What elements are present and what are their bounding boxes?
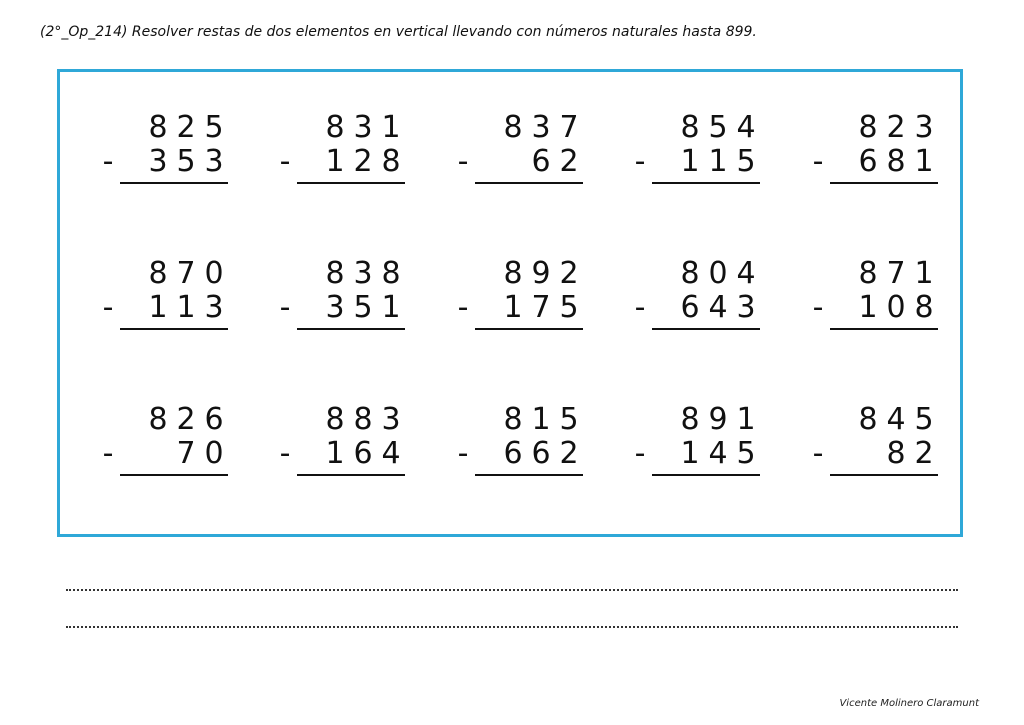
minuend-digit: 8 (680, 402, 700, 437)
subtrahend-digit: 5 (736, 436, 756, 471)
answer-rule (297, 474, 405, 476)
minuend-digit: 6 (204, 402, 224, 437)
subtrahend-digit: 2 (559, 436, 579, 471)
subtrahend-digit: 6 (858, 144, 878, 179)
subtrahend-digit: 3 (148, 144, 168, 179)
subtrahend (277, 435, 407, 473)
minuend-digit: 8 (503, 256, 523, 291)
subtrahend-digit: 8 (914, 290, 934, 325)
subtrahend-digit: 8 (886, 436, 906, 471)
answer-rule (120, 182, 228, 184)
answer-rule (652, 474, 760, 476)
subtrahend-digit: 1 (680, 436, 700, 471)
minuend-digit: 3 (353, 256, 373, 291)
subtraction-problem (810, 255, 940, 335)
answer-rule (120, 328, 228, 330)
minuend-digit: 7 (559, 110, 579, 145)
subtrahend-digit: 0 (204, 436, 224, 471)
subtrahend (632, 289, 762, 327)
minuend-digit: 8 (353, 402, 373, 437)
minuend-digit: 4 (886, 402, 906, 437)
minus-sign: - (457, 436, 469, 471)
minus-sign: - (812, 436, 824, 471)
minuend-digit: 8 (858, 402, 878, 437)
subtraction-problem (810, 109, 940, 189)
minuend-digit: 0 (204, 256, 224, 291)
answer-rule (830, 328, 938, 330)
minuend-digit: 8 (503, 402, 523, 437)
subtrahend-digit: 0 (886, 290, 906, 325)
minuend (100, 255, 230, 293)
subtrahend-digit: 5 (559, 290, 579, 325)
minuend (810, 255, 940, 293)
minuend (455, 255, 585, 293)
minuend-digit: 1 (381, 110, 401, 145)
subtrahend (632, 435, 762, 473)
subtraction-problem (455, 109, 585, 189)
subtrahend (810, 289, 940, 327)
minuend-digit: 7 (886, 256, 906, 291)
minuend (455, 401, 585, 439)
minuend (632, 109, 762, 147)
subtrahend (632, 143, 762, 181)
minuend-digit: 9 (531, 256, 551, 291)
subtrahend-digit: 6 (531, 436, 551, 471)
answer-rule (830, 474, 938, 476)
subtrahend-digit: 1 (381, 290, 401, 325)
subtrahend-digit: 3 (736, 290, 756, 325)
worksheet-title: (2°_Op_214) Resolver restas de dos elementos en vertical llevando con números naturales hasta 899. (40, 24, 757, 40)
minuend-digit: 3 (353, 110, 373, 145)
minuend-digit: 7 (176, 256, 196, 291)
minuend-digit: 3 (381, 402, 401, 437)
subtraction-problem (277, 255, 407, 335)
minuend (632, 401, 762, 439)
minuend-digit: 8 (858, 256, 878, 291)
subtrahend-digit: 2 (353, 144, 373, 179)
minuend-digit: 8 (680, 256, 700, 291)
minuend-digit: 2 (176, 402, 196, 437)
minuend-digit: 0 (708, 256, 728, 291)
minuend-digit: 3 (914, 110, 934, 145)
minuend-digit: 2 (176, 110, 196, 145)
answer-rule (297, 328, 405, 330)
minus-sign: - (279, 290, 291, 325)
subtrahend-digit: 4 (381, 436, 401, 471)
subtrahend-digit: 1 (680, 144, 700, 179)
subtrahend-digit: 3 (204, 290, 224, 325)
subtrahend-digit: 3 (204, 144, 224, 179)
subtrahend (100, 435, 230, 473)
minus-sign: - (812, 144, 824, 179)
subtrahend-digit: 4 (708, 290, 728, 325)
minus-sign: - (102, 144, 114, 179)
minus-sign: - (279, 144, 291, 179)
minus-sign: - (457, 290, 469, 325)
minuend-digit: 1 (531, 402, 551, 437)
subtrahend (455, 289, 585, 327)
subtrahend-digit: 1 (325, 436, 345, 471)
minus-sign: - (634, 290, 646, 325)
subtraction-problem (277, 109, 407, 189)
subtrahend-digit: 3 (325, 290, 345, 325)
minuend-digit: 8 (148, 402, 168, 437)
subtrahend-digit: 4 (708, 436, 728, 471)
subtrahend-digit: 6 (353, 436, 373, 471)
subtrahend (277, 143, 407, 181)
minuend (810, 109, 940, 147)
minus-sign: - (457, 144, 469, 179)
subtrahend (810, 435, 940, 473)
answer-rule (475, 474, 583, 476)
answer-line-1 (66, 589, 958, 591)
subtraction-problem (632, 109, 762, 189)
subtrahend (455, 143, 585, 181)
minuend (632, 255, 762, 293)
subtrahend-digit: 2 (559, 144, 579, 179)
minuend-digit: 4 (736, 256, 756, 291)
minus-sign: - (634, 436, 646, 471)
subtrahend (100, 143, 230, 181)
subtrahend-digit: 1 (503, 290, 523, 325)
minuend-digit: 8 (381, 256, 401, 291)
subtrahend-digit: 1 (325, 144, 345, 179)
subtrahend-digit: 1 (914, 144, 934, 179)
minuend-digit: 3 (531, 110, 551, 145)
minus-sign: - (634, 144, 646, 179)
minuend (455, 109, 585, 147)
subtrahend (810, 143, 940, 181)
subtrahend-digit: 6 (531, 144, 551, 179)
minus-sign: - (102, 436, 114, 471)
minuend-digit: 2 (886, 110, 906, 145)
subtraction-problem (632, 401, 762, 481)
minuend-digit: 1 (914, 256, 934, 291)
minuend-digit: 8 (680, 110, 700, 145)
subtrahend-digit: 2 (914, 436, 934, 471)
answer-rule (652, 328, 760, 330)
minuend (100, 109, 230, 147)
subtrahend-digit: 5 (353, 290, 373, 325)
answer-rule (120, 474, 228, 476)
minuend-digit: 8 (325, 110, 345, 145)
minuend-digit: 8 (858, 110, 878, 145)
subtraction-problem (277, 401, 407, 481)
minuend-digit: 8 (325, 256, 345, 291)
minuend-digit: 5 (914, 402, 934, 437)
answer-rule (297, 182, 405, 184)
minus-sign: - (279, 436, 291, 471)
subtrahend-digit: 7 (531, 290, 551, 325)
subtraction-problem (455, 401, 585, 481)
subtrahend (277, 289, 407, 327)
minuend-digit: 5 (708, 110, 728, 145)
minuend (100, 401, 230, 439)
subtraction-problem (100, 109, 230, 189)
minus-sign: - (812, 290, 824, 325)
subtrahend-digit: 8 (381, 144, 401, 179)
subtraction-problem (632, 255, 762, 335)
answer-rule (652, 182, 760, 184)
subtraction-problem (810, 401, 940, 481)
subtrahend-digit: 5 (736, 144, 756, 179)
minuend-digit: 9 (708, 402, 728, 437)
subtrahend-digit: 1 (148, 290, 168, 325)
minuend-digit: 5 (559, 402, 579, 437)
minuend-digit: 5 (204, 110, 224, 145)
minuend (810, 401, 940, 439)
minuend (277, 255, 407, 293)
subtrahend-digit: 6 (503, 436, 523, 471)
subtraction-problem (100, 401, 230, 481)
subtrahend (100, 289, 230, 327)
subtrahend-digit: 1 (858, 290, 878, 325)
answer-rule (830, 182, 938, 184)
subtraction-problem (100, 255, 230, 335)
subtrahend-digit: 8 (886, 144, 906, 179)
minuend-digit: 8 (148, 256, 168, 291)
subtrahend-digit: 5 (176, 144, 196, 179)
answer-rule (475, 182, 583, 184)
subtrahend-digit: 1 (708, 144, 728, 179)
minuend-digit: 1 (736, 402, 756, 437)
answer-rule (475, 328, 583, 330)
subtrahend-digit: 7 (176, 436, 196, 471)
minuend-digit: 8 (148, 110, 168, 145)
minus-sign: - (102, 290, 114, 325)
author-signature: Vicente Molinero Claramunt (839, 698, 979, 709)
minuend-digit: 2 (559, 256, 579, 291)
minuend-digit: 4 (736, 110, 756, 145)
minuend-digit: 8 (325, 402, 345, 437)
subtrahend-digit: 1 (176, 290, 196, 325)
minuend-digit: 8 (503, 110, 523, 145)
subtraction-problem (455, 255, 585, 335)
subtrahend-digit: 6 (680, 290, 700, 325)
minuend (277, 109, 407, 147)
subtrahend (455, 435, 585, 473)
exercise-board (57, 69, 963, 537)
minuend (277, 401, 407, 439)
answer-line-2 (66, 626, 958, 628)
